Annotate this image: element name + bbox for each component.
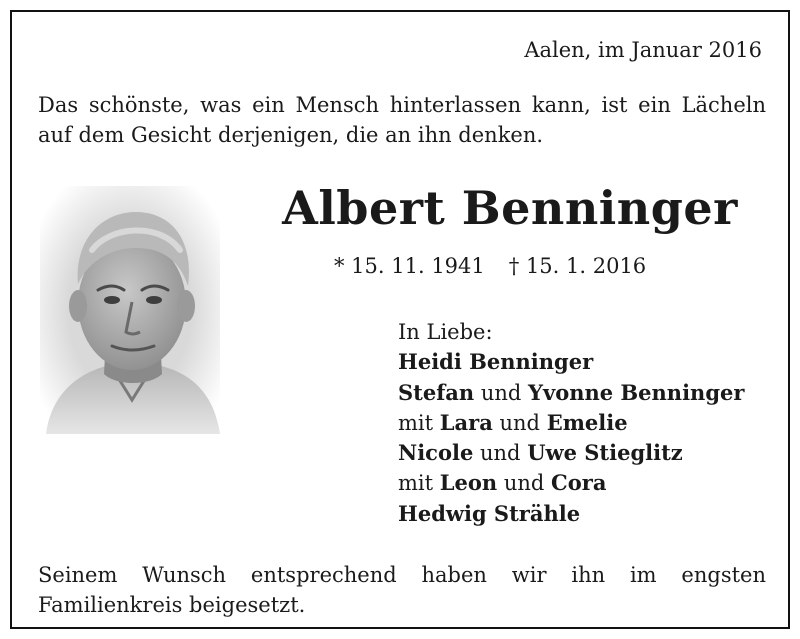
mourner-line (398, 499, 744, 529)
in-love-label: In Liebe: (398, 320, 493, 344)
connector-word: und (480, 380, 522, 405)
connector-word: und (503, 471, 545, 496)
mourner-name: Stefan (398, 379, 475, 405)
connector-word: und (499, 410, 540, 435)
mourner-name: Nicole (398, 440, 474, 466)
connector-word: mit (398, 471, 434, 496)
obituary-frame (10, 10, 790, 629)
mourner-name: Cora (551, 470, 607, 496)
mourner-name: Hedwig Strähle (398, 500, 581, 526)
closing-note: Seinem Wunsch entsprechend haben wir ihn im engsten Familienkreis beigesetzt. (38, 563, 766, 617)
mourner-line (398, 438, 744, 468)
life-dates (334, 252, 646, 280)
mourner-line (398, 468, 744, 498)
portrait-photo (40, 186, 220, 434)
mourner-name: Leon (439, 470, 498, 496)
mourner-name: Uwe Stieglitz (527, 440, 683, 466)
mourners-list (398, 318, 744, 529)
mourner-line (398, 378, 744, 408)
connector-word: mit (398, 410, 434, 435)
mourner-name: Heidi Benninger (398, 349, 594, 375)
mourner-line (398, 408, 744, 438)
deceased-name: Albert Benninger (282, 181, 738, 235)
mourner-name: Emelie (546, 409, 628, 435)
memorial-quote: Das schönste, was ein Mensch hinterlassen kann, ist ein Lächeln auf dem Gesicht derjenigen, die an ihn denken. (38, 93, 766, 147)
mourner-name: Yvonne Benninger (528, 379, 745, 405)
mourner-line (398, 347, 744, 377)
birth-date: * 15. 11. 1941 (334, 254, 485, 278)
connector-word: und (480, 441, 521, 466)
death-date: † 15. 1. 2016 (508, 254, 647, 278)
mourner-name: Lara (439, 409, 493, 435)
dateline: Aalen, im Januar 2016 (524, 38, 762, 62)
